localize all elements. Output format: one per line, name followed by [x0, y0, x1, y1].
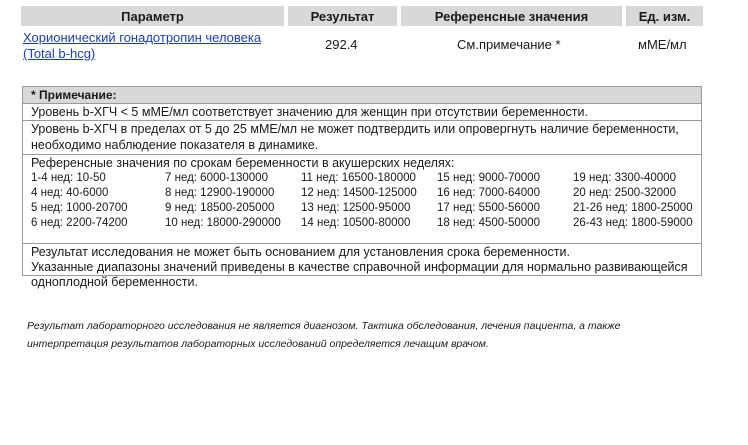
week-range: 19 нед: 3300-40000 — [573, 172, 676, 184]
unit-value: мМЕ/мл — [638, 37, 687, 52]
note-line-1: Уровень b-ХГЧ < 5 мМЕ/мл соответствует значению для женщин при отсутствии беременности. — [23, 103, 701, 120]
week-range: 7 нед: 6000-130000 — [165, 172, 268, 184]
week-range: 20 нед: 2500-32000 — [573, 187, 676, 199]
week-range: 21-26 нед: 1800-25000 — [573, 202, 693, 214]
weeks-title: Референсные значения по срокам беременности в акушерских неделях: — [31, 156, 455, 170]
week-range: 1-4 нед: 10-50 — [31, 172, 106, 184]
week-range: 16 нед: 7000-64000 — [437, 187, 540, 199]
note-title: * Примечание: — [23, 87, 701, 103]
test-name-link[interactable] — [23, 30, 287, 62]
header-reference: Референсные значения — [401, 6, 622, 26]
week-range: 4 нед: 40-6000 — [31, 187, 109, 199]
footer-disclaimer — [27, 317, 707, 353]
note-line-2 — [23, 120, 701, 154]
note-line-3: Результат исследования не может быть основанием для установления срока беременности. — [31, 245, 570, 259]
header-parameter: Параметр — [21, 6, 284, 26]
reference-value: См.примечание * — [457, 37, 561, 52]
week-range: 15 нед: 9000-70000 — [437, 172, 540, 184]
note-box — [22, 86, 702, 289]
week-range: 8 нед: 12900-190000 — [165, 187, 275, 199]
note-line-4b: одноплодной беременности. — [31, 275, 198, 289]
header-unit: Ед. изм. — [626, 6, 703, 26]
footer-line-2: интерпретация результатов лабораторных исследований определяется лечащим врачом. — [27, 338, 489, 350]
footer-line-1: Результат лабораторного исследования не является диагнозом. Тактика обследования, лечения пациента, а также — [27, 320, 621, 332]
note-line-2b: необходимо наблюдение показателя в динамике. — [31, 138, 319, 152]
week-range: 14 нед: 10500-80000 — [301, 217, 411, 229]
note-line-4 — [23, 260, 701, 294]
week-range: 10 нед: 18000-290000 — [165, 217, 281, 229]
week-range: 18 нед: 4500-50000 — [437, 217, 540, 229]
week-range: 9 нед: 18500-205000 — [165, 202, 275, 214]
header-result: Результат — [288, 6, 397, 26]
week-range: 11 нед: 16500-180000 — [301, 172, 416, 184]
week-range: 5 нед: 1000-20700 — [31, 202, 128, 214]
week-range: 13 нед: 12500-95000 — [301, 202, 411, 214]
result-value: 292.4 — [325, 37, 358, 52]
week-range: 17 нед: 5500-56000 — [437, 202, 540, 214]
note-line-2a: Уровень b-ХГЧ в пределах от 5 до 25 мМЕ/мл не может подтвердить или опровергнуть наличие беременности, — [31, 122, 679, 136]
test-name-line1: Хорионический гонадотропин человека — [23, 30, 262, 45]
note-line-4a: Указанные диапазоны значений приведены в качестве справочной информации для нормально развивающейся — [31, 260, 688, 274]
week-range: 6 нед: 2200-74200 — [31, 217, 128, 229]
test-name-line2: (Total b-hcg) — [23, 46, 96, 61]
week-range: 26-43 нед: 1800-59000 — [573, 217, 693, 229]
week-range: 12 нед: 14500-125000 — [301, 187, 417, 199]
weeks-grid — [23, 154, 701, 244]
result-row — [21, 27, 703, 67]
